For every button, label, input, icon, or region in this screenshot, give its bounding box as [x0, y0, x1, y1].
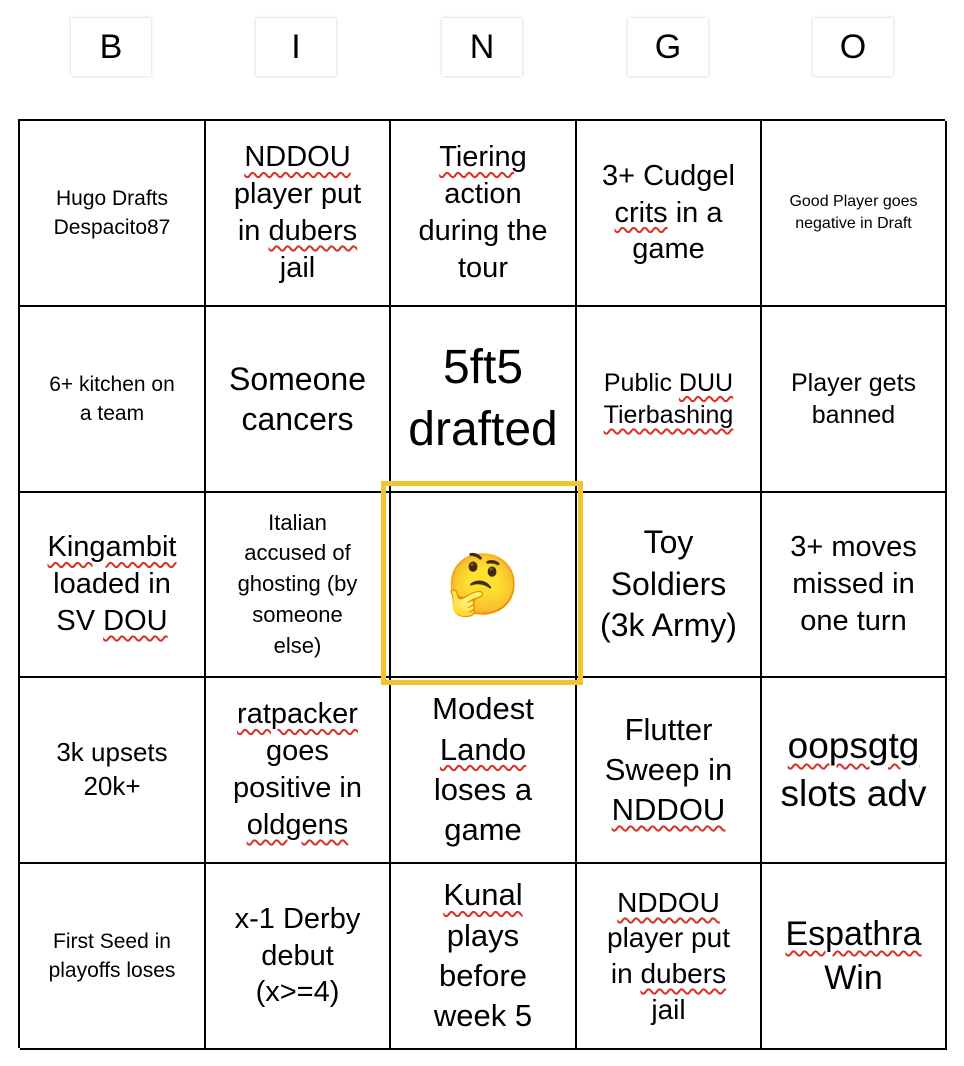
cell-text: 3+ Cudgel crits in a game — [601, 159, 736, 266]
cell-text: Toy Soldiers (3k Army) — [600, 524, 737, 644]
bingo-cell-player-banned[interactable] — [762, 307, 947, 493]
header-letter-i: I — [256, 18, 336, 76]
bingo-cell-free-space[interactable] — [391, 493, 577, 678]
cell-text: First Seed in playoffs loses — [48, 929, 176, 982]
header-letter-o: O — [813, 18, 893, 76]
cell-text: Kunal plays before week 5 — [433, 877, 533, 1034]
bingo-cell-toy-soldiers[interactable] — [577, 493, 762, 678]
cell-text: Flutter Sweep in NDDOU — [604, 711, 733, 828]
bingo-cell-nddou-jail-2[interactable] — [577, 864, 762, 1050]
cell-text: 6+ kitchen on a team — [49, 372, 175, 425]
bingo-cell-tiering-action[interactable] — [391, 121, 577, 307]
cell-text: Good Player goes negative in Draft — [789, 192, 918, 232]
bingo-cell-flutter-sweep[interactable] — [577, 678, 762, 864]
header-letter-g: G — [628, 18, 708, 76]
cell-text: Player gets banned — [790, 368, 917, 429]
cell-text: Modest Lando loses a game — [432, 691, 534, 848]
bingo-cell-italian-ghosting[interactable] — [206, 493, 391, 678]
cell-text: 3+ moves missed in one turn — [790, 531, 917, 637]
cell-text: Public DUU Tierbashing — [603, 368, 734, 429]
bingo-cell-modest-lando[interactable] — [391, 678, 577, 864]
header-letter-b: B — [71, 18, 151, 76]
bingo-cell-derby-debut[interactable] — [206, 864, 391, 1050]
bingo-cell-kingambit[interactable] — [20, 493, 206, 678]
cell-text: ratpacker goes positive in oldgens — [233, 698, 362, 841]
bingo-cell-kunal-plays[interactable] — [391, 864, 577, 1050]
bingo-cell-ratpacker[interactable] — [206, 678, 391, 864]
bingo-cell-espathra-win[interactable] — [762, 864, 947, 1050]
cell-text: Italian accused of ghosting (by someone else) — [237, 509, 358, 658]
bingo-cell-hugo-drafts[interactable] — [20, 121, 206, 307]
cell-text: x-1 Derby debut (x>=4) — [234, 902, 361, 1009]
bingo-cell-moves-missed[interactable] — [762, 493, 947, 678]
cell-text: NDDOU player put in dubers jail — [233, 141, 362, 284]
bingo-grid — [18, 119, 945, 1048]
header-letter-n: N — [442, 18, 522, 76]
cell-text: Espathra Win — [785, 914, 922, 997]
cell-text: Hugo Drafts Despacito87 — [53, 186, 171, 239]
thinking-face-icon: 🤔 — [445, 550, 521, 618]
bingo-cell-good-player-negative[interactable] — [762, 121, 947, 307]
cell-text: Kingambit loaded in SV DOU — [47, 531, 177, 637]
bingo-cell-oopsgtg[interactable] — [762, 678, 947, 864]
cell-text: 5ft5 drafted — [408, 340, 558, 456]
cell-text: 3k upsets 20k+ — [56, 737, 168, 801]
bingo-cell-kitchen[interactable] — [20, 307, 206, 493]
bingo-cell-duu-tierbashing[interactable] — [577, 307, 762, 493]
cell-text: oopsgtg slots adv — [780, 724, 927, 814]
bingo-cell-first-seed[interactable] — [20, 864, 206, 1050]
bingo-cell-nddou-jail[interactable] — [206, 121, 391, 307]
cell-text: Someone cancers — [229, 361, 366, 437]
bingo-cell-3k-upsets[interactable] — [20, 678, 206, 864]
cell-text: NDDOU player put in dubers jail — [607, 886, 730, 1025]
bingo-cell-cudgel-crits[interactable] — [577, 121, 762, 307]
bingo-cell-someone-cancers[interactable] — [206, 307, 391, 493]
bingo-cell-5ft5-drafted[interactable] — [391, 307, 577, 493]
cell-text: Tiering action during the tour — [418, 141, 548, 284]
